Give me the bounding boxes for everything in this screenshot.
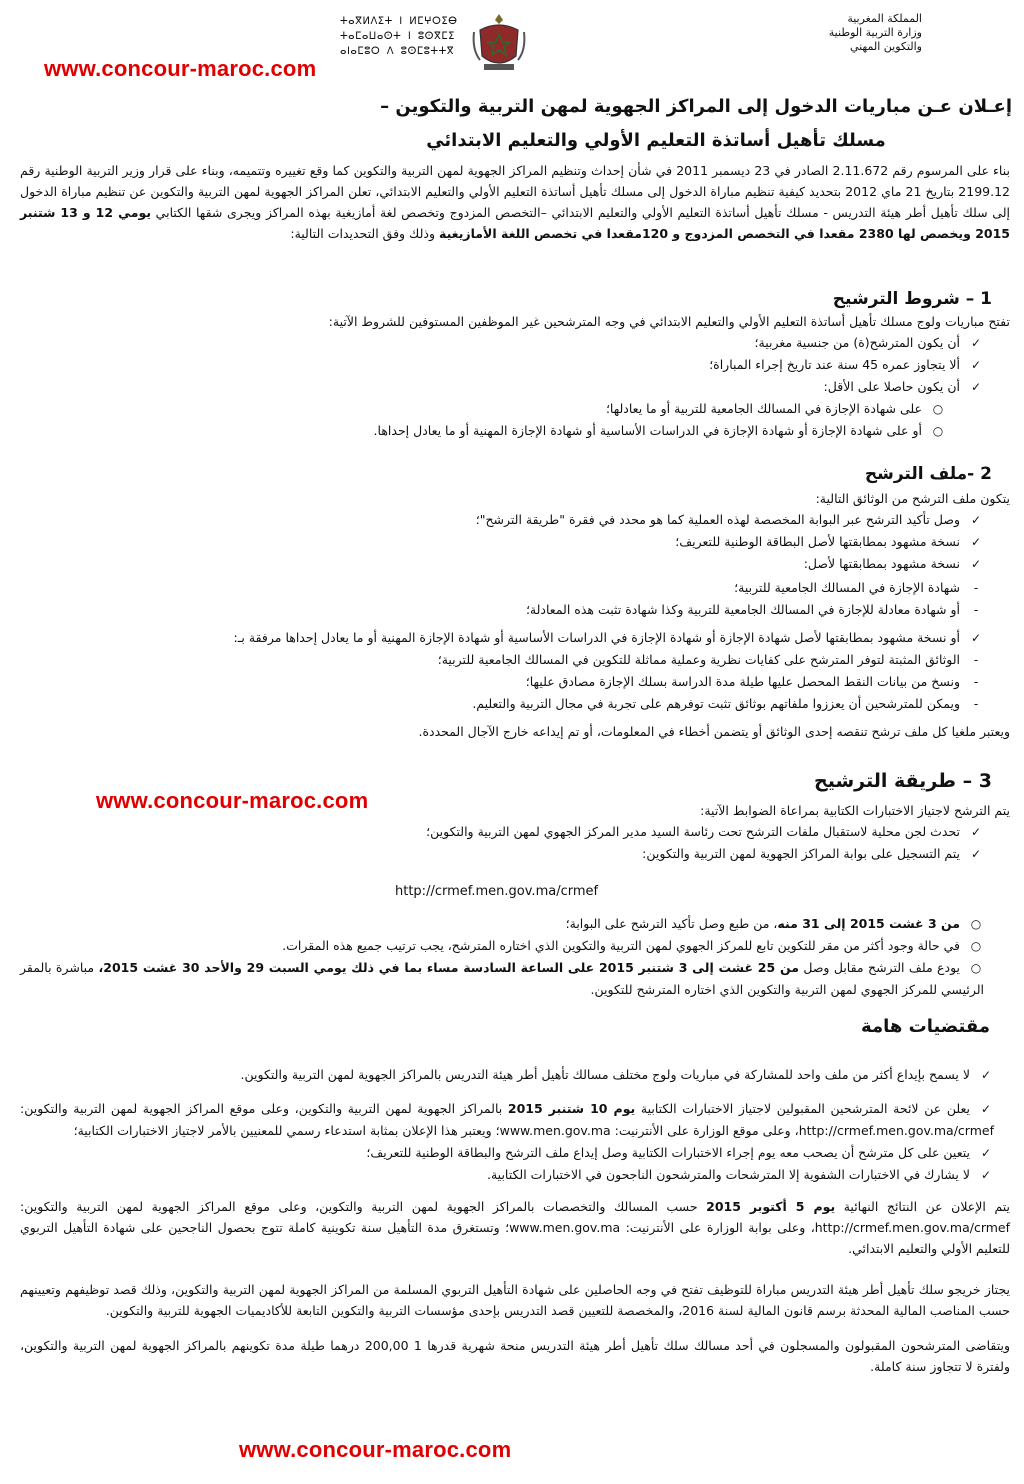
section1-body [20, 311, 1010, 442]
intro-tail: وذلك وفق التحديدات التالية: [290, 226, 439, 241]
list-item: ✓أن يكون حاصلا على الأقل: [20, 376, 984, 398]
list-item: ○على شهادة الإجازة في المسالك الجامعية للتربية أو ما يعادلها؛ [20, 398, 946, 420]
tifinagh-line3: ⴰⵏⴰⵎⵓⵔ ⴷ ⵓⵙⵎⵓⵜⵜⴳ [340, 46, 455, 57]
intro-bold: يومي 12 و 13 شتنبر 2015 ويخصص لها 2380 مقعدا في التخصص المزدوج و 120مقعدا في تخصص اللغة الأمازيغية [20, 205, 1010, 241]
list-item: ○من 3 غشت 2015 إلى 31 منه، من طبع وصل تأكيد الترشح على البوابة؛ [20, 913, 984, 935]
checkmark-icon: ✓ [970, 358, 982, 372]
checkmark-icon: ✓ [970, 535, 982, 549]
dash-bullet-icon: - [973, 653, 979, 667]
announcement-subtitle: مسلك تأهيل أساتذة التعليم الأولي والتعليم الابتدائي [426, 130, 886, 151]
circle-bullet-icon: ○ [970, 939, 982, 953]
important-rules [20, 1064, 994, 1186]
watermark-bottom[interactable]: www.concour-maroc.com [239, 1437, 512, 1462]
list-item: -ونسخ من بيانات النقط المحصل عليها طيلة مدة الدراسة بسلك الإجازة مصادق عليها؛ [20, 671, 984, 693]
list-item: ✓أن يكون المترشح(ة) من جنسية مغربية؛ [20, 332, 984, 354]
checkmark-icon: ✓ [970, 557, 982, 571]
important-heading: مقتضيات هامة [861, 1016, 990, 1037]
checkmark-icon: ✓ [980, 1146, 992, 1160]
circle-bullet-icon: ○ [970, 917, 982, 931]
checkmark-icon: ✓ [970, 847, 982, 861]
section1-heading: 1 – شروط الترشيح [832, 289, 992, 309]
list-item: ✓يعلن عن لائحة المترشحين المقبولين لاجتياز الاختبارات الكتابية يوم 10 شتنبر 2015 بالمراكز الجهوية لمهن التربية والتكوين، وعلى موقع المراكز الجهوية لمهن التربية والتكوين: http://crmef.men.gov.ma/crmef، وعلى موقع الوزارة على الأنترنيت: www.men.gov.ma؛ ويعتبر هذا الإعلان بمثابة استدعاء رسمي للمعنيين بالأمر لاجتياز الاختبارات الكتابية؛ [20, 1098, 994, 1142]
watermark-middle[interactable]: www.concour-maroc.com [96, 788, 369, 813]
dash-bullet-icon: - [973, 697, 979, 711]
registration-url-link[interactable]: http://crmef.men.gov.ma/crmef [395, 884, 599, 899]
employment-paragraph: يجتاز خريجو سلك تأهيل أطر هيئة التدريس مباراة للتوظيف تفتح في وجه الحاصلين على شهادة التأهيل التربوي المسلمة من المراكز الجهوية لمهن التربية والتكوين، وذلك قصد توظيفهم وتعيينهم حسب المناصب المالية المحدثة برسم قانون المالية لسنة 2016، والمخصصة للتعيين قصد التدريس بإحدى مؤسسات التربية والتكوين التابعة للأكاديميات الجهوية للتربية والتكوين. [20, 1282, 1010, 1318]
intro-paragraph [20, 160, 1010, 244]
results-paragraph: يتم الإعلان عن النتائج النهائية يوم 5 أكتوبر 2015 حسب المسالك والتخصصات بالمراكز الجهوية لمهن التربية والتكوين، وعلى موقع المراكز الجهوية لمهن التربية والتكوين: http://crmef.men.gov.ma/crmef، وعلى بوابة الوزارة على الأنترنيت: www.men.gov.ma؛ وتستغرق مدة التأهيل سنة تكوينية كاملة تتوج بحصول الناجحين على شهادة التأهيل التربوي للتعليم الأولي والتعليم الابتدائي. [20, 1199, 1011, 1256]
circle-bullet-icon: ○ [970, 961, 982, 975]
checkmark-icon: ✓ [970, 380, 982, 394]
list-item: ✓لا يشارك في الاختبارات الشفوية إلا المترشحات والمترشحون الناجحون في الاختبارات الكتابية. [20, 1164, 994, 1186]
section3-heading: 3 – طريقة الترشيح [814, 770, 992, 792]
checkmark-icon: ✓ [970, 631, 982, 645]
checkmark-icon: ✓ [970, 825, 982, 839]
checkmark-icon: ✓ [980, 1102, 992, 1116]
list-item: ✓يتعين على كل مترشح أن يصحب معه يوم إجراء الاختبارات الكتابية وصل إيداع ملف الترشح والبطاقة الوطنية للتعريف؛ [20, 1142, 994, 1164]
list-item: ✓وصل تأكيد الترشح عبر البوابة المخصصة لهذه العملية كما هو محدد في فقرة "طريقة الترشح"؛ [20, 509, 984, 531]
list-item: ✓أو نسخة مشهود بمطابقتها لأصل شهادة الإجازة أو شهادة الإجازة في الدراسات الأساسية أو شهادة الإجازة المهنية أو ما يعادل إحداها مرفقة بـ: [20, 627, 984, 649]
section1-intro: تفتح مباريات ولوج مسلك تأهيل أساتذة التعليم الأولي والتعليم الابتدائي في وجه المترشحين غير الموظفين المستوفين للشروط الآتية: [328, 314, 1010, 329]
important-body [20, 1064, 1010, 1377]
list-item: ○يودع ملف الترشح مقابل وصل من 25 غشت إلى 3 شتنبر 2015 على الساعة السادسة مساء بما في ذلك يومي السبت 29 والأحد 30 غشت 2015، مباشرة بالمقر الرئيسي للمركز الجهوي لمهن التربية والتكوين الذي اختاره المترشح للتكوين. [20, 957, 984, 1001]
section2-attachments [20, 649, 984, 715]
section2-degree-copies [20, 577, 984, 621]
dash-bullet-icon: - [973, 603, 979, 617]
section3-intro: يتم الترشح لاجتياز الاختبارات الكتابية بمراعاة الضوابط الآتية: [700, 803, 1010, 818]
list-item: ✓نسخة مشهود بمطابقتها لأصل: [20, 553, 984, 575]
section3-body [20, 800, 1010, 865]
ministry-header-tifinagh [340, 14, 458, 59]
list-item: -الوثائق المثبتة لتوفر المترشح على كفايات نظرية وعملية مماثلة للتكوين في المسالك الجامعية للتربية؛ [20, 649, 984, 671]
dash-bullet-icon: - [973, 675, 979, 689]
list-item: -ويمكن للمترشحين أن يعززوا ملفاتهم بوثائق تثبت توفرهم على تجربة في مجال التربية والتعليم. [20, 693, 984, 715]
dash-bullet-icon: - [973, 581, 979, 595]
list-item: ✓تحدث لجن محلية لاستقبال ملفات الترشح تحت رئاسة السيد مدير المركز الجهوي لمهن التربية والتكوين؛ [20, 821, 984, 843]
section2-heading: 2 -ملف الترشح [864, 464, 992, 484]
section2-intro: يتكون ملف الترشح من الوثائق التالية: [815, 491, 1010, 506]
section3-dates [20, 913, 1010, 1001]
checkmark-icon: ✓ [970, 336, 982, 350]
kingdom-name: المملكة المغربية [847, 12, 922, 25]
section1-degrees [20, 398, 946, 442]
section2-alternative [20, 627, 984, 649]
circle-bullet-icon: ○ [932, 424, 944, 438]
checkmark-icon: ✓ [970, 513, 982, 527]
section2-note: ويعتبر ملغيا كل ملف ترشح تنقصه إحدى الوثائق أو يتضمن أخطاء في المعلومات، أو تم إيداعه خارج الآجال المحددة. [418, 724, 1010, 739]
section2-documents [20, 509, 984, 575]
list-item: ○في حالة وجود أكثر من مقر للتكوين تابع للمركز الجهوي لمهن التربية والتكوين الذي اختاره المترشح، يجب ترتيب جميع هذه المقرات. [20, 935, 984, 957]
circle-bullet-icon: ○ [932, 402, 944, 416]
list-item: ○أو على شهادة الإجازة أو شهادة الإجازة في الدراسات الأساسية أو شهادة الإجازة المهنية أو ما يعادل إحداها. [20, 420, 946, 442]
checkmark-icon: ✓ [980, 1168, 992, 1182]
list-item: -شهادة الإجازة في المسالك الجامعية للتربية؛ [20, 577, 984, 599]
tifinagh-line1: ⵜⴰⴳⵍⴷⵉⵜ ⵏ ⵍⵎⵖⵔⵉⴱ [340, 16, 458, 27]
section2-body [20, 488, 1010, 742]
section3-rules [20, 821, 984, 865]
list-item: ✓نسخة مشهود بمطابقتها لأصل البطاقة الوطنية للتعريف؛ [20, 531, 984, 553]
section1-conditions [20, 332, 984, 398]
watermark-top[interactable]: www.concour-maroc.com [44, 56, 317, 81]
list-item: -أو شهادة معادلة للإجازة في المسالك الجامعية للتربية وكذا شهادة تثبت هذه المعادلة؛ [20, 599, 984, 621]
checkmark-icon: ✓ [980, 1068, 992, 1082]
ministry-name-line1: وزارة التربية الوطنية [828, 26, 922, 39]
intro-text: بناء على المرسوم رقم 2.11.672 الصادر في 23 ديسمبر 2011 في شأن إحداث وتنظيم المراكز الجهوية لمهن التربية والتكوين كما وقع تغييره وتتميمه، وبناء على قرار وزير التربية الوطنية رقم 2199.12 بتاريخ 21 ماي 2012 بتحديد كيفية تنظيم مباراة الدخول إلى مسلك تأهيل أساتذة التعليم الأولي والتعليم الابتدائي، تعلن المراكز الجهوية لمهن التربية والتكوين عن تنظيم مباراة الدخول إلى سلك تأهيل أطر هيئة التدريس - مسلك تأهيل أساتذة التعليم الأولي والتعليم الابتدائي –التخصص المزدوج وتخصص لغة أمازيغية بهذه المراكز ويجرى شقها الكتابي [20, 163, 1010, 220]
tifinagh-line2: ⵜⴰⵎⴰⵡⴰⵙⵜ ⵏ ⵓⵙⴳⵎⵉ [340, 31, 455, 42]
announcement-title: إعـلان عـن مباريات الدخول إلى المراكز الجهوية لمهن التربية والتكوين – [380, 96, 1012, 117]
moroccan-coat-of-arms-icon [470, 10, 528, 74]
list-item: ✓لا يسمح بإيداع أكثر من ملف واحد للمشاركة في مباريات ولوج مختلف مسالك تأهيل أطر هيئة التدريس بالمراكز الجهوية لمهن التربية والتكوين. [20, 1064, 994, 1086]
stipend-paragraph: ويتقاضى المترشحون المقبولون والمسجلون في أحد مسالك سلك تأهيل أطر هيئة التدريس منحة شهرية قدرها 1 200,00 درهما طيلة مدة تكوينهم بالمراكز الجهوية لمهن التربية والتكوين، ولفترة لا تتجاوز سنة كاملة. [20, 1338, 1010, 1374]
list-item: ✓يتم التسجيل على بوابة المراكز الجهوية لمهن التربية والتكوين: [20, 843, 984, 865]
list-item: ✓ألا يتجاوز عمره 45 سنة عند تاريخ إجراء المباراة؛ [20, 354, 984, 376]
ministry-header-arabic [782, 12, 922, 54]
ministry-name-line2: والتكوين المهني [849, 40, 922, 53]
